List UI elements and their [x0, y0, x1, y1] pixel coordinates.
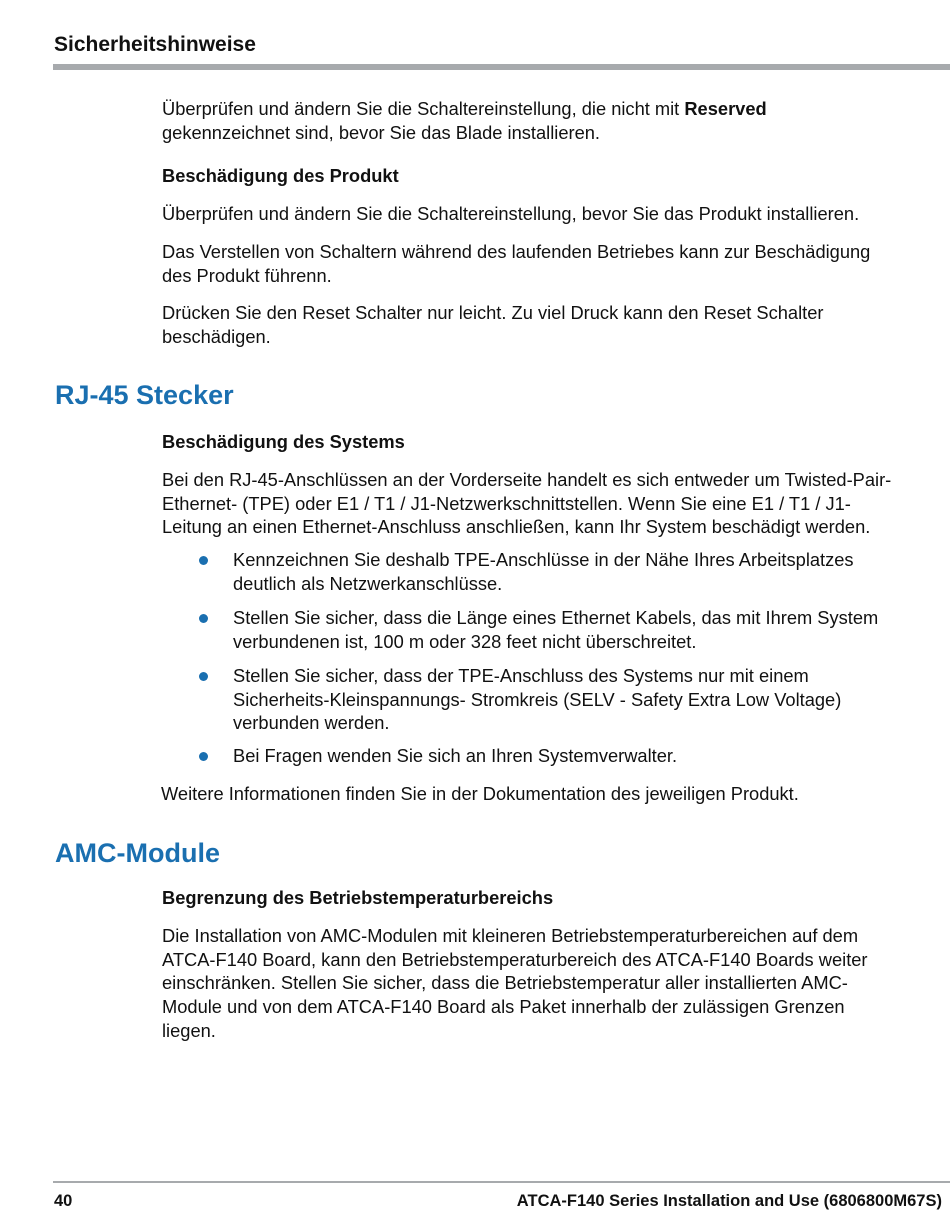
rj45-p-line1: Bei den RJ-45-Anschlüssen an der Vorderseite handelt es sich entweder um Twisted-Pair- [162, 469, 892, 490]
bullet-2-line1: Stellen Sie sicher, dass die Länge eines Ethernet Kabels, das mit Ihrem System [233, 607, 879, 628]
amc-p-line4: Module und von dem ATCA-F140 Board als Paket innerhalb der zulässigen Grenzen [162, 996, 845, 1018]
header-rule [53, 64, 950, 70]
rj45-closing-paragraph: Weitere Informationen finden Sie in der Dokumentation des jeweiligen Produkt. [161, 783, 799, 804]
intro-p4-line1: Drücken Sie den Reset Schalter nur leicht. Zu viel Druck kann den Reset Schalter [162, 302, 824, 323]
amc-section-heading: AMC-Module [55, 838, 220, 868]
rj45-p-line3: Leitung an einen Ethernet-Anschluss anschließen, kann Ihr System beschädigt werden. [162, 516, 871, 538]
intro-paragraph-2: Überprüfen und ändern Sie die Schaltereinstellung, bevor Sie das Produkt installieren. [162, 203, 860, 224]
bullet-1-line2: deutlich als Netzwerkanschlüsse. [233, 572, 503, 594]
product-damage-heading: Beschädigung des Produkt [162, 165, 399, 186]
bullet-4-line1: Bei Fragen wenden Sie sich an Ihren Systemverwalter. [233, 745, 678, 766]
bullet-1-line1: Kennzeichnen Sie deshalb TPE-Anschlüsse in der Nähe Ihres Arbeitsplatzes [233, 549, 854, 570]
document-title: ATCA-F140 Series Installation and Use (6806800M67S) [516, 1192, 942, 1210]
amc-p-line3: einschränken. Stellen Sie sicher, dass die Betriebstemperatur aller installierten AMC- [162, 972, 848, 994]
bullet-3-line3: verbunden werden. [233, 712, 390, 734]
amc-paragraph [162, 924, 947, 1043]
bullet-2-line2: verbundenen ist, 100 m oder 328 feet nicht überschreitet. [233, 630, 697, 652]
rj45-p-line2: Ethernet- (TPE) oder E1 / T1 / J1-Netzwerkschnittstellen. Wenn Sie eine E1 / T1 / J1- [162, 492, 851, 514]
temperature-range-heading: Begrenzung des Betriebstemperaturbereichs [162, 887, 554, 908]
amc-p-line1: Die Installation von AMC-Modulen mit kleineren Betriebstemperaturbereichen auf dem [162, 925, 859, 946]
intro-p1-text: Überprüfen und ändern Sie die Schaltereinstellung, die nicht mit [162, 98, 685, 119]
rj45-paragraph [162, 468, 947, 539]
intro-paragraph-1 [162, 97, 947, 144]
bullet-dot [199, 672, 208, 681]
bullet-item-1 [233, 548, 947, 595]
intro-p3-line2: des Produkt führenn. [162, 264, 332, 286]
footer-rule [53, 1181, 950, 1183]
amc-p-line2: ATCA-F140 Board, kann den Betriebstemperaturbereich des ATCA-F140 Boards weiter [162, 948, 868, 970]
page-number: 40 [54, 1192, 73, 1210]
intro-p3-line1: Das Verstellen von Schaltern während des laufenden Betriebes kann zur Beschädigung [162, 241, 871, 262]
reserved-keyword: Reserved [684, 98, 767, 119]
bullet-dot [199, 556, 208, 565]
rj45-section-heading: RJ-45 Stecker [55, 380, 234, 410]
running-header-title: Sicherheitshinweise [54, 33, 256, 56]
intro-p1-line2: gekennzeichnet sind, bevor Sie das Blade installieren. [162, 121, 601, 143]
intro-paragraph-3 [162, 240, 947, 287]
system-damage-heading: Beschädigung des Systems [162, 431, 405, 452]
bullet-item-3 [233, 664, 947, 735]
intro-paragraph-4 [162, 301, 947, 348]
bullet-dot [199, 614, 208, 623]
bullet-item-4 [233, 744, 947, 768]
bullet-3-line2: Sicherheits-Kleinspannungs- Stromkreis (SELV - Safety Extra Low Voltage) [233, 688, 842, 710]
bullet-dot [199, 752, 208, 761]
bullet-item-2 [233, 606, 947, 653]
amc-p-line5: liegen. [162, 1019, 216, 1041]
bullet-3-line1: Stellen Sie sicher, dass der TPE-Anschluss des Systems nur mit einem [233, 665, 809, 686]
intro-p4-line2: beschädigen. [162, 325, 271, 347]
